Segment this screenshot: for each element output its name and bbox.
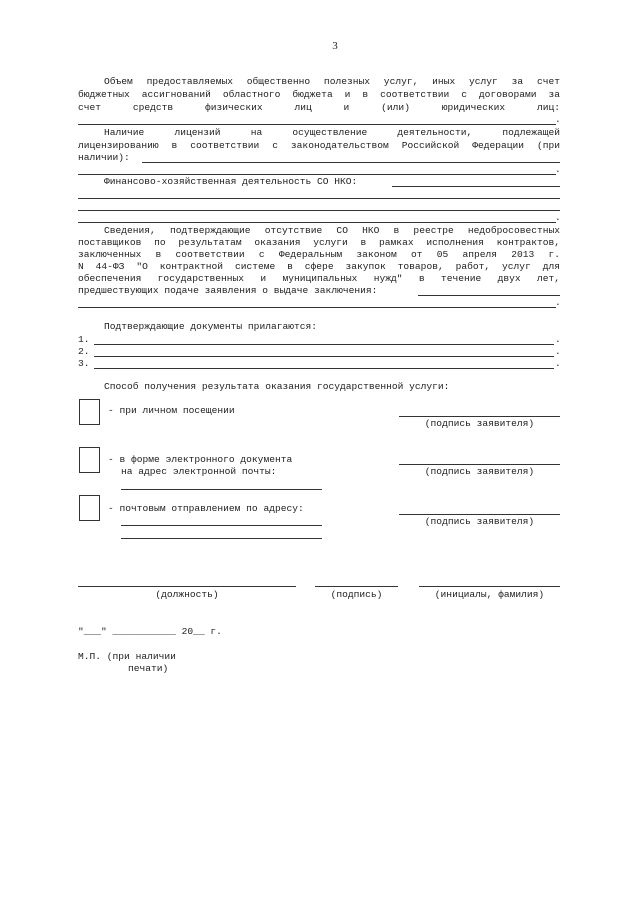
period: .	[555, 358, 561, 369]
document-item-1-number: 1.	[78, 334, 90, 345]
licenses-answer-line-2[interactable]	[78, 174, 556, 175]
postal-checkbox[interactable]	[79, 495, 100, 521]
services-answer-line[interactable]	[78, 124, 556, 125]
option-personal-visit-label: - при личном посещении	[108, 405, 235, 416]
document-item-3-line[interactable]	[94, 368, 554, 369]
signature-caption-3: (подпись заявителя)	[424, 516, 535, 527]
documents-title: Подтверждающие документы прилагаются:	[104, 321, 318, 332]
personal-visit-checkbox[interactable]	[79, 399, 100, 425]
finance-answer-line-4[interactable]	[78, 222, 556, 223]
signature-line-2[interactable]	[399, 464, 560, 465]
position-caption: (должность)	[155, 589, 219, 600]
document-item-3-number: 3.	[78, 358, 90, 369]
period: .	[555, 114, 561, 125]
registry-line-1: Сведения, подтверждающие отсутствие СО НКО в реестре недобросовестных	[104, 225, 560, 236]
period: .	[555, 164, 561, 175]
postal-address-line-1[interactable]	[121, 525, 322, 526]
services-line-3: счет средств физических лиц и (или) юридических лиц:	[78, 102, 560, 113]
finance-answer-line-1[interactable]	[392, 186, 560, 187]
signature-caption: (подпись)	[330, 589, 383, 600]
date-line[interactable]: "___" ___________ 20__ г.	[78, 626, 222, 637]
finance-answer-line-2[interactable]	[78, 198, 560, 199]
document-item-1-line[interactable]	[94, 344, 554, 345]
document-item-2-number: 2.	[78, 346, 90, 357]
stamp-line-1: М.П. (при наличии	[78, 651, 176, 662]
signature-caption-1: (подпись заявителя)	[424, 418, 535, 429]
signature-line-3[interactable]	[399, 514, 560, 515]
postal-address-line-2[interactable]	[121, 538, 322, 539]
registry-line-2: поставщиков по результатам оказания услуги в рамках исполнения контрактов,	[78, 237, 560, 248]
registry-answer-line-2[interactable]	[78, 307, 556, 308]
registry-line-4: N 44-ФЗ "О контрактной системе в сфере закупок товаров, работ, услуг для	[78, 261, 560, 272]
signature-line[interactable]	[315, 586, 398, 587]
services-line-1: Объем предоставляемых общественно полезных услуг, иных услуг за счет	[104, 76, 560, 87]
email-address-line[interactable]	[121, 489, 322, 490]
document-item-2-line[interactable]	[94, 356, 554, 357]
period: .	[555, 334, 561, 345]
finance-line-1: Финансово-хозяйственная деятельность СО НКО:	[104, 176, 358, 187]
signature-line-1[interactable]	[399, 416, 560, 417]
page-number: 3	[332, 40, 338, 52]
name-caption: (инициалы, фамилия)	[434, 589, 545, 600]
services-line-2: бюджетных ассигнований областного бюджета и в соответствии с договорами за	[78, 89, 560, 100]
period: .	[555, 297, 561, 308]
period: .	[555, 346, 561, 357]
position-line[interactable]	[78, 586, 296, 587]
registry-answer-line-1[interactable]	[418, 295, 560, 296]
option-postal-label: - почтовым отправлением по адресу:	[108, 503, 304, 514]
licenses-line-1: Наличие лицензий на осуществление деятельности, подлежащей	[104, 127, 560, 138]
stamp-line-2: печати)	[128, 663, 169, 674]
email-checkbox[interactable]	[79, 447, 100, 473]
name-line[interactable]	[419, 586, 560, 587]
finance-answer-line-3[interactable]	[78, 210, 560, 211]
option-email-label-2: на адрес электронной почты:	[121, 466, 277, 477]
registry-line-5: обеспечения государственных и муниципальных нужд" в течение двух лет,	[78, 273, 560, 284]
registry-line-6: предшествующих подаче заявления о выдаче заключения:	[78, 285, 378, 296]
licenses-answer-line-1[interactable]	[142, 162, 560, 163]
registry-line-3: заключенных в соответствии с Федеральным законом от 05 апреля 2013 г.	[78, 249, 560, 260]
signature-caption-2: (подпись заявителя)	[424, 466, 535, 477]
period: .	[555, 212, 561, 223]
licenses-line-3: наличии):	[78, 152, 130, 163]
delivery-title: Способ получения результата оказания государственной услуги:	[104, 381, 450, 392]
licenses-line-2: лицензированию в соответствии с законодательством Российской Федерации (при	[78, 140, 560, 151]
option-email-label-1: - в форме электронного документа	[108, 454, 293, 465]
